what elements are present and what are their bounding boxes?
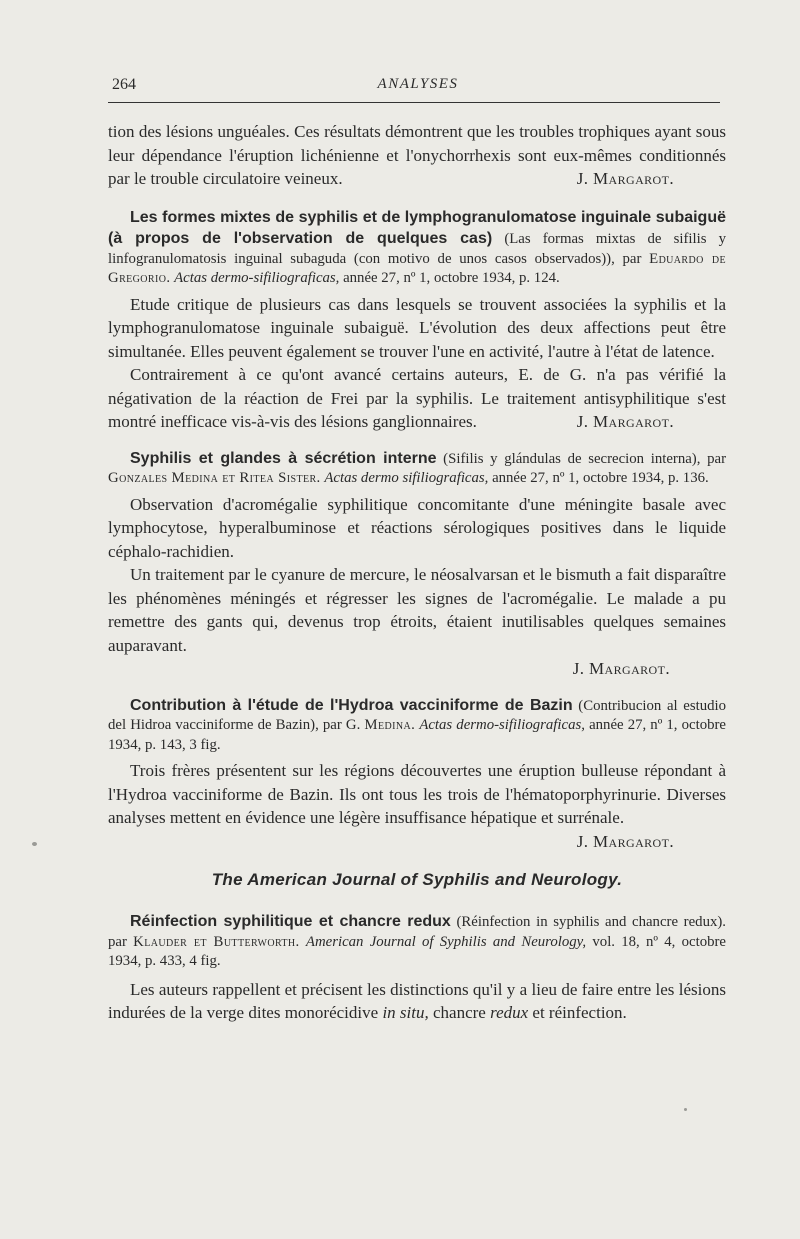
entry-author: Eduardo de Gregorio. <box>108 250 726 286</box>
entry-citation: année 27, nº 1, octobre 1934, p. 124. <box>343 270 560 286</box>
entry-author: Klauder et Butterworth. <box>133 933 300 950</box>
page-body <box>108 120 726 1025</box>
entry-title: Contribution à l'étude de l'Hydroa vacciniforme de Bazin <box>130 696 573 714</box>
continuation-paragraph <box>108 120 726 191</box>
continuation-text: tion des lésions unguéales. Ces résultats démontrent que les troubles trophiques ayant sous leur dépendance l'éruption lichénienne et l'onychorrhexis sont eux-mêmes conditionnés par le trouble circulatoire veineux. <box>108 122 726 188</box>
running-title: ANALYSES <box>377 76 459 92</box>
entry-citation: année 27, nº 1, octobre 1934, p. 136. <box>492 470 709 486</box>
entry-reference <box>108 207 726 289</box>
page <box>108 74 728 1022</box>
abstract-entry <box>108 695 727 851</box>
entry-reference <box>108 448 726 489</box>
entry-author: Medina. <box>364 717 416 733</box>
entry-original-title: (Las formas mixtas de sifilis y linfogranulomatosis inguinal subaguda (con motivo de unos casos observados)), par <box>108 231 727 267</box>
entry-reference <box>108 911 726 972</box>
entry-original-title: (Réinfection in syphilis and chancre redux). par <box>108 914 727 950</box>
signature: J. Margarot. <box>576 831 674 851</box>
abstract-entry <box>108 207 726 434</box>
page-number: 264 <box>112 76 136 93</box>
entry-citation: année 27, nº 1, octobre 1934, p. 143, 3 fig. <box>108 717 726 753</box>
entry-paragraph: Observation d'acromégalie syphilitique concomitante d'une méningite basale avec lymphocytose, hyperalbuminose et réactions sérologiques positives dans le liquide céphalo-rachidien. <box>108 494 726 561</box>
entry-paragraph-italic: redux <box>490 1003 529 1022</box>
entry-journal: Actas dermo-sifiliograficas, <box>174 270 340 286</box>
entry-title: Les formes mixtes de syphilis et de lymphogranulomatose inguinale subaiguë (à propos de l'observation de quelques cas) <box>108 208 726 247</box>
entry-paragraph <box>108 363 726 434</box>
entry-paragraph: Etude critique de plusieurs cas dans lesquels se trouvent associées la syphilis et la lymphogranulomatose inguinale subaiguë. L'évolution des deux affections peut être simultanée. Elles peuvent également se trouver l'une en activité, l'autre à l'état de latence. <box>108 294 726 361</box>
entry-paragraph-italic: in situ, <box>382 1003 429 1022</box>
running-header <box>108 74 728 100</box>
signature: J. Margarot. <box>572 659 670 678</box>
entry-journal: Actas dermo sifiliograficas, <box>324 470 489 486</box>
entry-journal: American Journal of Syphilis and Neurology, <box>305 933 587 950</box>
entry-reference <box>108 695 726 756</box>
signature: J. Margarot. <box>576 412 674 431</box>
entry-paragraph: Un traitement par le cyanure de mercure, le néosalvarsan et le bismuth a fait disparaître les phénomènes méningés et régresser les signes de l'acromégalie. Le malade a pu remettre des gants qui, devenus trop étroits, étaient inutilisables quelques semaines auparavant. <box>108 565 726 655</box>
signature: J. Margarot. <box>576 169 674 188</box>
abstract-entry <box>108 911 726 1025</box>
entry-paragraph-text: chancre <box>432 1003 486 1022</box>
paper-speck <box>32 842 37 846</box>
entry-paragraph-text: Contrairement à ce qu'ont avancé certains auteurs, E. de G. n'a pas vérifié la négativation de la réaction de Frei par la syphilis. Le traitement antisyphilitique s'est montré inefficace vis-à-vis des lésions ganglionnaires. <box>108 365 726 431</box>
entry-original-title: (Sifilis y glándulas de secrecion interna), par <box>443 450 726 467</box>
entry-paragraph-text: Les auteurs rappellent et précisent les distinctions qu'il y a lieu de faire entre les lésions indurées de la verge dites monorécidive <box>108 979 726 1022</box>
journal-heading: The American Journal of Syphilis and Neurology. <box>211 869 623 889</box>
entry-citation: vol. 18, nº 4, octobre 1934, p. 433, 4 fig. <box>108 933 726 969</box>
entry-author: Gonzales Medina et Ritea Sister. <box>108 470 321 486</box>
abstract-entry <box>108 448 726 681</box>
entry-paragraph <box>108 759 726 851</box>
entry-paragraph-text: et réinfection. <box>532 1003 627 1022</box>
header-rule <box>108 102 720 103</box>
entry-original-title: (Contribucion al estudio del Hidroa vacciniforme de Bazin), par G. <box>108 697 727 733</box>
entry-paragraph <box>108 978 726 1025</box>
entry-paragraph-text: Trois frères présentent sur les régions découvertes une éruption bulleuse répondant à l'Hydroa vacciniforme de Bazin. Ils ont tous les trois de l'hématoporphyrinurie. Diverses analyses mettent en évidence une légère insuffisance hépatique et surrénale. <box>108 761 726 827</box>
entry-journal: Actas dermo-sifiliograficas, <box>419 717 585 733</box>
entry-title: Réinfection syphilitique et chancre redux <box>130 913 451 930</box>
paper-speck <box>684 1108 687 1111</box>
entry-title: Syphilis et glandes à sécrétion interne <box>130 449 437 467</box>
